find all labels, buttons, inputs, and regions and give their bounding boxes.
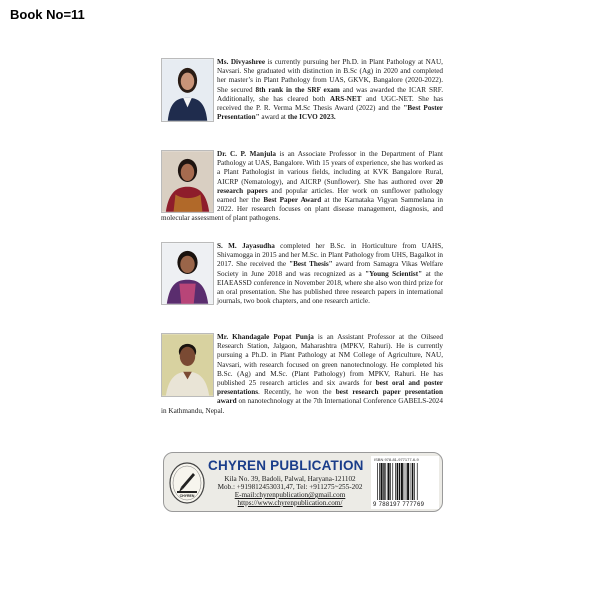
author-name: Dr. C. P. Manjula	[217, 150, 276, 158]
publisher-address: Kila No. 39, Badoli, Palwal, Haryana-121102	[224, 475, 356, 483]
author-name: S. M. Jayasudha	[217, 242, 275, 250]
book-number-label: Book No=11	[10, 7, 85, 22]
author-bio-manjula: Dr. C. P. Manjula is an Associate Professor in the Department of Plant Pathology at UAS, Bangalore. With 15 years of experience, she has worked as a Plant Pathologist in various fields, including at KVK Bangalore Rural, AICRP (Nematology), and AICRP (Sunflower). She has authored over 20 research papers and popular articles. Her work on sunflower pathology earned her the Best Paper Award at the Karnataka Vigyan Sammelana in 2022. Her research focuses on plant disease management, diagnosis, and molecular assessment of plant pathogens.	[161, 150, 444, 223]
author-photo	[161, 242, 214, 305]
author-name: Mr. Khandagale Popat Punja	[217, 333, 314, 341]
publisher-phone: Mob.: +919812453031,47, Tel: +911275~255-202	[217, 483, 363, 491]
publisher-website-link[interactable]: https://www.chyrenpublication.com/	[237, 499, 343, 507]
publisher-logo-text: CHYREN	[179, 494, 195, 498]
author-bio-jayasudha: S. M. Jayasudha completed her B.Sc. in Horticulture from UAHS, Shivamogga in 2015 and her M.Sc. in Plant Pathology from UHS, Bagalkot in 2017. She received the "Best Thesis" award from Samagra Vikas Welfare Society in June 2018 and was recognized as a "Young Scientist" at the EIAEASSD conference in November 2018, where she also won third prize for an oral presentation. She has published three research papers in international journals, two book chapters, and one research article.	[161, 242, 443, 306]
author-name: Ms. Divyashree	[217, 58, 266, 66]
publisher-email-link[interactable]: E-mail:chyrenpublication@gmail.com	[234, 491, 346, 499]
isbn-text: ISBN 978-81-977177-6-9	[374, 457, 419, 462]
publisher-name: CHYREN PUBLICATION	[208, 458, 364, 473]
author-photo	[161, 333, 214, 397]
author-bio-divyashree: Ms. Divyashree is currently pursuing her Ph.D. in Plant Pathology at NAU, Navsari. She graduated with distinction in B.Sc (Ag) in 2020 and completed her master’s in Plant Pathology from UAS, GKVK, Bangalore (2020-2022). She secured 8th rank in the SRF exam and was awarded the ICAR SRF. Additionally, she has cleared both ARS-NET and UGC-NET. She has received the P. R. Verma M.Sc Thesis Award (2022) and the "Best Poster Presentation" award at the ICVO 2023.	[161, 58, 443, 123]
publisher-logo	[168, 461, 206, 505]
isbn-number: 9 788197 777769	[373, 502, 425, 508]
publisher-footer	[163, 452, 443, 512]
isbn-barcode	[371, 456, 439, 509]
author-bio-khandagale: Mr. Khandagale Popat Punja is an Assistant Professor at the Oilseed Research Station, Jalgaon, Maharashtra (MPKV, Rahuri). He is currently pursuing a Ph.D. in Plant Pathology at NM College of Agriculture, NAU, Navsari, with research focused on green nanotechnology. He completed his B.Sc. (Ag) and M.Sc. (Plant Pathology) from MPKV, Rahuri. He has published 25 research articles and six awards for best oral and poster presentations. Recently, he won the best research paper presentation award on nanotechnology at the 7th International Conference GABELS-2024 in Kathmandu, Nepal.	[161, 333, 443, 415]
author-photo	[161, 58, 214, 122]
barcode-bars	[377, 463, 435, 500]
author-photo	[161, 150, 214, 213]
